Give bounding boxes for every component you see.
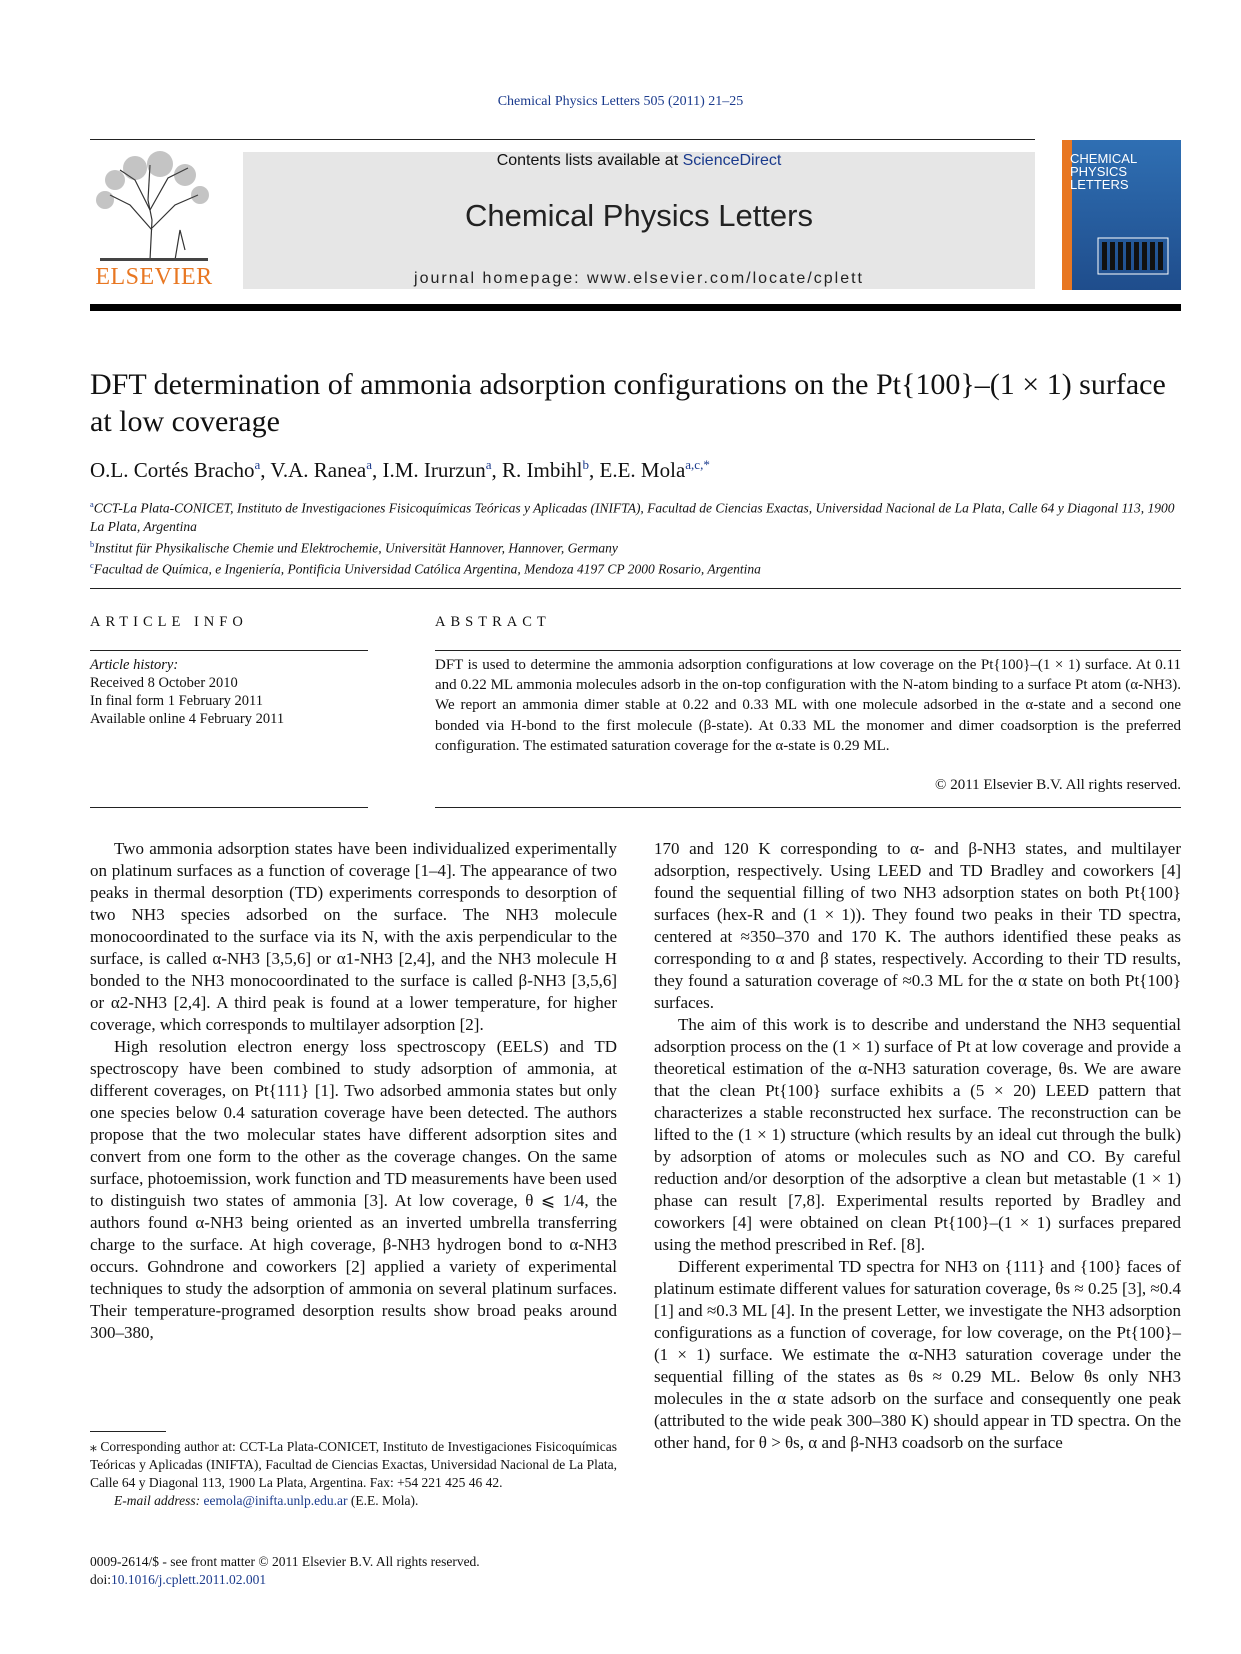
- doi-label: doi:: [90, 1572, 112, 1587]
- corresponding-author-note: ⁎ Corresponding author at: CCT-La Plata-CONICET, Instituto de Investigaciones Fisicoquímicas Teóricas y Aplicadas (INIFTA), Facultad de Ciencias Exactas, Universidad Nacional de La Plata, Calle 64 y Diagonal 113, 1900 La Plata, Argentina. Fax: +54 221 425 46 42.: [90, 1439, 617, 1490]
- affiliations: [90, 496, 1190, 579]
- affiliation-item: [90, 536, 1190, 558]
- cover-title: CHEMICAL PHYSICS LETTERS: [1070, 151, 1137, 192]
- footnote: [90, 1438, 617, 1510]
- abstract-copyright: © 2011 Elsevier B.V. All rights reserved.: [935, 777, 1181, 793]
- contents-prefix: Contents lists available at: [496, 152, 683, 169]
- final-form-date: In final form 1 February 2011: [90, 693, 264, 709]
- abstract-rule-bottom: [435, 807, 1181, 808]
- sciencedirect-link[interactable]: ScienceDirect: [682, 152, 782, 169]
- affiliation-text: Institut für Physikalische Chemie und Elektrochemie, Universität Hannover, Hannover, Germany: [94, 540, 618, 555]
- title-rule: [90, 588, 1181, 589]
- author-name: V.A. Ranea: [270, 458, 367, 482]
- received-date: Received 8 October 2010: [90, 675, 238, 691]
- affiliation-item: [90, 557, 1190, 579]
- author-name: E.E. Mola: [599, 458, 686, 482]
- body-column-left: [90, 838, 617, 1344]
- history-label: Article history:: [90, 657, 179, 673]
- email-link[interactable]: eemola@inifta.unlp.edu.ar: [203, 1493, 348, 1508]
- email-row: [90, 1492, 617, 1510]
- body-column-right: [654, 838, 1181, 1454]
- header-rule: [90, 139, 1035, 140]
- author-affil-mark[interactable]: a: [366, 457, 372, 472]
- author-affil-mark[interactable]: a,c,*: [685, 457, 710, 472]
- author-list: O.L. Cortés Bracho$^a$, V.A. Ranea$^a$, I.M. Irurzun$^a$, R. Imbihl$^b$, E.E. Mola$^{a,c,*}$: [90, 457, 710, 482]
- affiliation-mark: a: [90, 500, 94, 509]
- affiliation-mark: c: [90, 561, 94, 570]
- info-rule: [90, 650, 368, 651]
- article-title: DFT determination of ammonia adsorption configurations on the Pt{100}–(1 × 1) surface at low coverage: [90, 368, 1166, 438]
- body-paragraph: Different experimental TD spectra for NH3 on {111} and {100} faces of platinum estimate different values for saturation coverage, θs ≈ 0.25 [3], ≈0.4 [1] and ≈0.3 ML [4]. In the present Letter, we investigate the NH3 adsorption configurations as a function of coverage, for low coverage, on the Pt{100}–(1 × 1) surface. We estimate the α-NH3 saturation coverage under the sequential filling of the states as θs ≈ 0.29 ML. Below θs only NH3 molecules in the α state adsorb on the surface and consequently one peak (attributed to the wide peak 300–380 K) should appear in TD spectra. On the other hand, for θ > θs, α and β-NH3 coadsorb on the surface: [654, 1257, 1181, 1452]
- author-affil-mark[interactable]: b: [582, 457, 590, 472]
- doi-link[interactable]: 10.1016/j.cplett.2011.02.001: [111, 1572, 267, 1587]
- email-label: E-mail address:: [114, 1493, 204, 1508]
- body-paragraph: High resolution electron energy loss spectroscopy (EELS) and TD spectroscopy have been combined to study adsorption of ammonia, at different coverages, on Pt{111} [1]. Two adsorbed ammonia states but only one species below 0.4 saturation coverage have been detected. The authors propose that the two molecular states have different adsorption sites and convert from one form to the other as the coverage changes. On the same surface, photoemission, work function and TD measurements have been used to distinguish two states of ammonia [3]. At low coverage, θ ⩽ 1/4, the authors found α-NH3 being oriented as an inverted umbrella transferring charge to the surface. At high coverage, β-NH3 hydrogen bond to α-NH3 occurs. Gohndrone and coworkers [2] applied a variety of experimental techniques to study the adsorption of ammonia on several platinum surfaces. Their temperature-programed desorption results show broad peaks around 300–380,: [90, 1037, 617, 1342]
- header-thick-rule: [90, 304, 1181, 311]
- author-name: O.L. Cortés Bracho: [90, 458, 255, 482]
- author-affil-mark[interactable]: a: [485, 457, 492, 472]
- doi-line: [90, 1571, 690, 1589]
- footnote-rule: [90, 1431, 166, 1432]
- author-affil-mark[interactable]: a: [254, 457, 261, 472]
- elsevier-logo: [90, 150, 218, 290]
- email-suffix: (E.E. Mola).: [347, 1493, 419, 1508]
- page-footer: [90, 1553, 690, 1589]
- elsevier-wordmark: ELSEVIER: [95, 264, 213, 290]
- affiliation-text: CCT-La Plata-CONICET, Instituto de Investigaciones Fisicoquímicas Teóricas y Aplicadas (INIFTA), Facultad de Ciencias Exactas, Universidad Nacional de La Plata, Calle 64 y Diagonal 113, 1900 La Plata, Argentina: [90, 500, 1175, 534]
- affiliation-mark: b: [90, 539, 95, 549]
- journal-title: Chemical Physics Letters: [464, 198, 813, 233]
- info-rule-bottom: [90, 807, 368, 808]
- abstract-rule: [435, 650, 1181, 651]
- abstract-text: DFT is used to determine the ammonia adsorption configurations at low coverage on the Pt{100}–(1 × 1) surface. At 0.11 and 0.22 ML ammonia molecules adsorb in the on-top configuration with the N-atom binding to a surface Pt atom (α-NH3). We report an ammonia dimer stable at 0.22 and 0.33 ML with one molecule adsorbed in the α-state and a second one bonded via H-bond to the first molecule (β-state). At 0.33 ML the monomer and dimer coadsorption is the preferred configuration. The estimated saturation coverage for the α-state is 0.29 ML.: [435, 657, 1181, 754]
- affiliation-item: [90, 496, 1190, 536]
- journal-homepage[interactable]: journal homepage: www.elsevier.com/locate/cplett: [414, 270, 864, 287]
- body-paragraph: The aim of this work is to describe and understand the NH3 sequential adsorption process on the (1 × 1) surface of Pt at low coverage and provide a theoretical estimation of the α-NH3 saturation coverage, θs. We are aware that the clean Pt{100} surface exhibits a (5 × 20) LEED pattern that characterizes a stable reconstructed hex surface. The reconstruction can be lifted to the (1 × 1) structure (which results by an ideal cut through the bulk) by adsorption of atoms or molecules such as NO and CO. By careful reduction and/or desorption of the adsorptive a clean but metastable (1 × 1) phase can result [7,8]. Experimental results reported by Bradley and coworkers [4] were obtained on clean Pt{100}–(1 × 1) surfaces prepared using the method prescribed in Ref. [8].: [654, 1015, 1181, 1254]
- author-name: I.M. Irurzun: [382, 458, 486, 482]
- issn-line: 0009-2614/$ - see front matter © 2011 Elsevier B.V. All rights reserved.: [90, 1554, 480, 1569]
- body-paragraph: 170 and 120 K corresponding to α- and β-NH3 states, and multilayer adsorption, respectively. Using LEED and TD Bradley and coworkers [4] found the sequential filling of two NH3 adsorption states on both Pt{100} surfaces (hex-R and (1 × 1)). They found two peaks in their TD spectra, centered at ≈350–370 and 170 K. The authors identified these peaks as corresponding to α and β states, respectively. According to their TD results, they found a saturation coverage of ≈0.3 ML for the α state on both Pt{100} surfaces.: [654, 839, 1181, 1012]
- journal-citation[interactable]: Chemical Physics Letters 505 (2011) 21–25: [497, 94, 744, 109]
- body-paragraph: Two ammonia adsorption states have been individualized experimentally on platinum surfaces as a function of coverage [1–4]. The appearance of two peaks in thermal desorption (TD) experiments corresponds to desorption of two NH3 species adsorbed on the surface. The NH3 molecule monocoordinated to the surface via its N, with the axis perpendicular to the surface, is called α-NH3 [3,5,6] or α1-NH3 [2,4], and the NH3 molecule H bonded to the NH3 monocoordinated to the surface is called β-NH3 [3,5,6] or α2-NH3 [2,4]. A third peak is found at a lower temperature, for higher coverage, which corresponds to multilayer adsorption [2].: [90, 839, 617, 1034]
- contents-line: [243, 152, 1035, 170]
- article-history: [90, 656, 368, 728]
- online-date: Available online 4 February 2011: [90, 711, 285, 727]
- abstract-heading: ABSTRACT: [435, 614, 551, 630]
- author-name: R. Imbihl: [502, 458, 583, 482]
- affiliation-text: Facultad de Química, e Ingeniería, Pontificia Universidad Católica Argentina, Mendoza 4197 CP 2000 Rosario, Argentina: [93, 561, 761, 577]
- article-info-heading: ARTICLE INFO: [90, 614, 248, 630]
